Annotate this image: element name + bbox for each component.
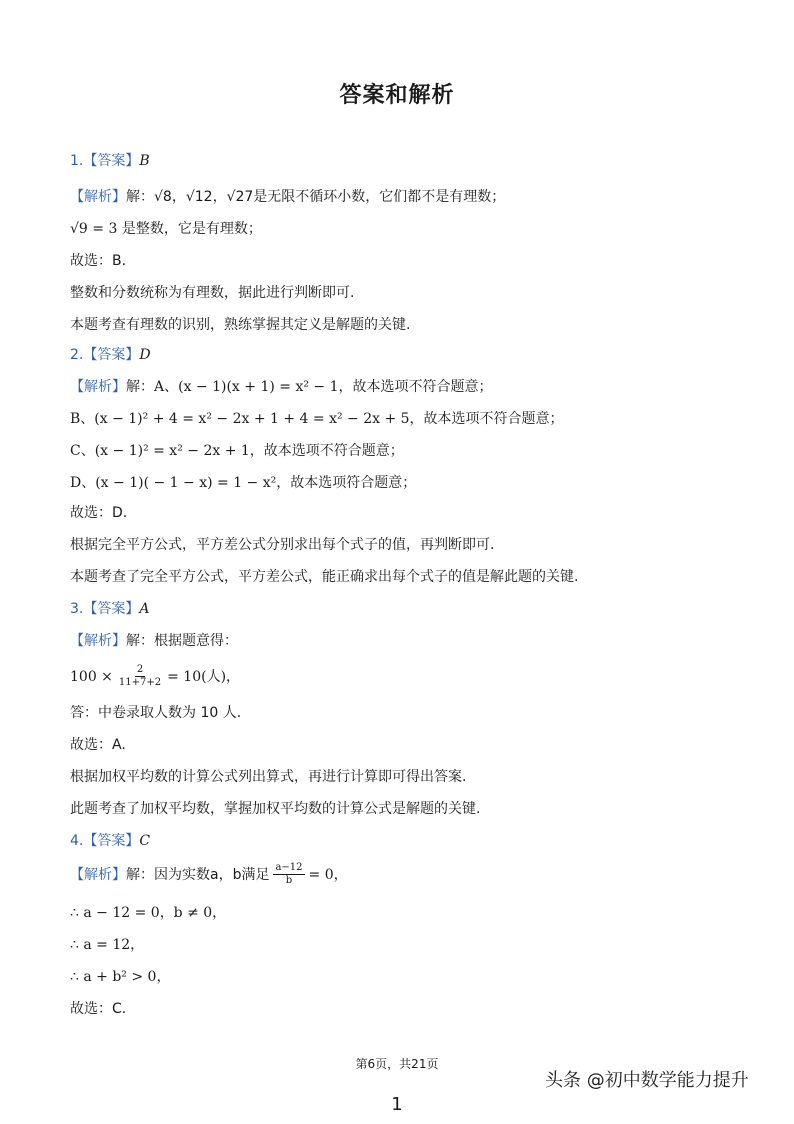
q4-analysis-5: 故选：C. <box>70 1001 127 1017</box>
q4-fraction-denominator: b <box>285 875 293 886</box>
q2-analysis-4: D、(x − 1)( − 1 − x) = 1 − x²，故本选项符合题意； <box>70 475 417 491</box>
q3-analysis-1 <box>70 630 730 652</box>
answer-tag: 【答案】 <box>83 347 140 363</box>
q2-number: 2. <box>70 347 84 363</box>
q2-analysis-1 <box>70 376 730 398</box>
analysis-tag: 【解析】 <box>70 633 126 649</box>
q3-fraction <box>117 664 163 689</box>
q1-analysis-2: √9 = 3 是整数，它是有理数； <box>70 221 262 237</box>
analysis-tag: 【解析】 <box>70 379 126 395</box>
q3-fraction-denominator: 11+7+2 <box>118 677 162 688</box>
q2-analysis-5: 故选：D. <box>70 505 128 521</box>
q2-analysis-2: B、(x − 1)² + 4 = x² − 2x + 1 + 4 = x² − 2x + 5，故本选项不符合题意； <box>70 411 564 427</box>
q1-analysis-1 <box>70 186 730 208</box>
q3-analysis-5: 根据加权平均数的计算公式列出算式，再进行计算即可得出答案. <box>70 769 467 785</box>
q2-answer-line <box>70 344 730 366</box>
q4-text-1-suffix: = 0， <box>308 866 348 883</box>
page-title: 答案和解析 <box>339 83 455 108</box>
q2-answer: D <box>139 347 151 363</box>
q1-analysis-3: 故选：B. <box>70 253 127 269</box>
q2-text-1: 解：A、(x − 1)(x + 1) = x² − 1，故本选项不符合题意； <box>126 379 493 395</box>
q3-formula <box>70 664 730 689</box>
q3-answer-line <box>70 598 730 620</box>
q4-text-1: 解：因为实数a，b满足 <box>126 866 270 883</box>
q3-analysis-6: 此题考查了加权平均数，掌握加权平均数的计算公式是解题的关键. <box>70 801 481 817</box>
q3-analysis-4: 故选：A. <box>70 737 126 753</box>
page-footer: 第6页，共21页 <box>355 1057 439 1071</box>
q3-fraction-numerator: 2 <box>136 664 144 675</box>
q2-analysis-7: 本题考查了完全平方公式，平方差公式，能正确求出每个式子的值是解此题的关键. <box>70 569 579 585</box>
page-number: 1 <box>391 1094 403 1115</box>
q1-analysis-5: 本题考查有理数的识别，熟练掌握其定义是解题的关键. <box>70 317 411 333</box>
q4-number: 4. <box>70 833 84 849</box>
q4-analysis-1 <box>70 862 730 887</box>
q4-answer: C <box>139 833 151 849</box>
q1-answer: B <box>139 153 150 169</box>
q4-fraction <box>273 862 304 887</box>
q3-formula-suffix: = 10(人)， <box>167 668 241 685</box>
analysis-tag: 【解析】 <box>70 189 126 205</box>
q4-answer-line <box>70 830 730 852</box>
q4-analysis-3: ∴ a = 12， <box>70 937 145 953</box>
answer-tag: 【答案】 <box>83 601 140 617</box>
q2-analysis-3: C、(x − 1)² = x² − 2x + 1，故本选项不符合题意； <box>70 443 404 459</box>
q3-formula-prefix: 100 × <box>70 668 113 685</box>
answer-tag: 【答案】 <box>83 153 140 169</box>
watermark: 头条 @初中数学能力提升 <box>545 1070 749 1091</box>
q1-analysis-4: 整数和分数统称为有理数，据此进行判断即可. <box>70 285 355 301</box>
q1-number: 1. <box>70 153 84 169</box>
analysis-tag: 【解析】 <box>70 866 126 883</box>
q2-analysis-6: 根据完全平方公式，平方差公式分别求出每个式子的值，再判断即可. <box>70 537 495 553</box>
q4-fraction-numerator: a−12 <box>275 862 303 873</box>
q1-text-1: 解：√8，√12，√27是无限不循环小数，它们都不是有理数； <box>126 189 506 205</box>
q3-text-1: 解：根据题意得： <box>126 633 238 649</box>
q1-answer-line <box>70 150 730 172</box>
q4-analysis-4: ∴ a + b² > 0， <box>70 969 171 985</box>
q3-number: 3. <box>70 601 84 617</box>
q4-analysis-2: ∴ a − 12 = 0，b ≠ 0， <box>70 905 227 921</box>
q3-answer: A <box>139 601 150 617</box>
answer-tag: 【答案】 <box>83 833 140 849</box>
q3-analysis-3: 答：中卷录取人数为 10 人. <box>70 705 242 721</box>
